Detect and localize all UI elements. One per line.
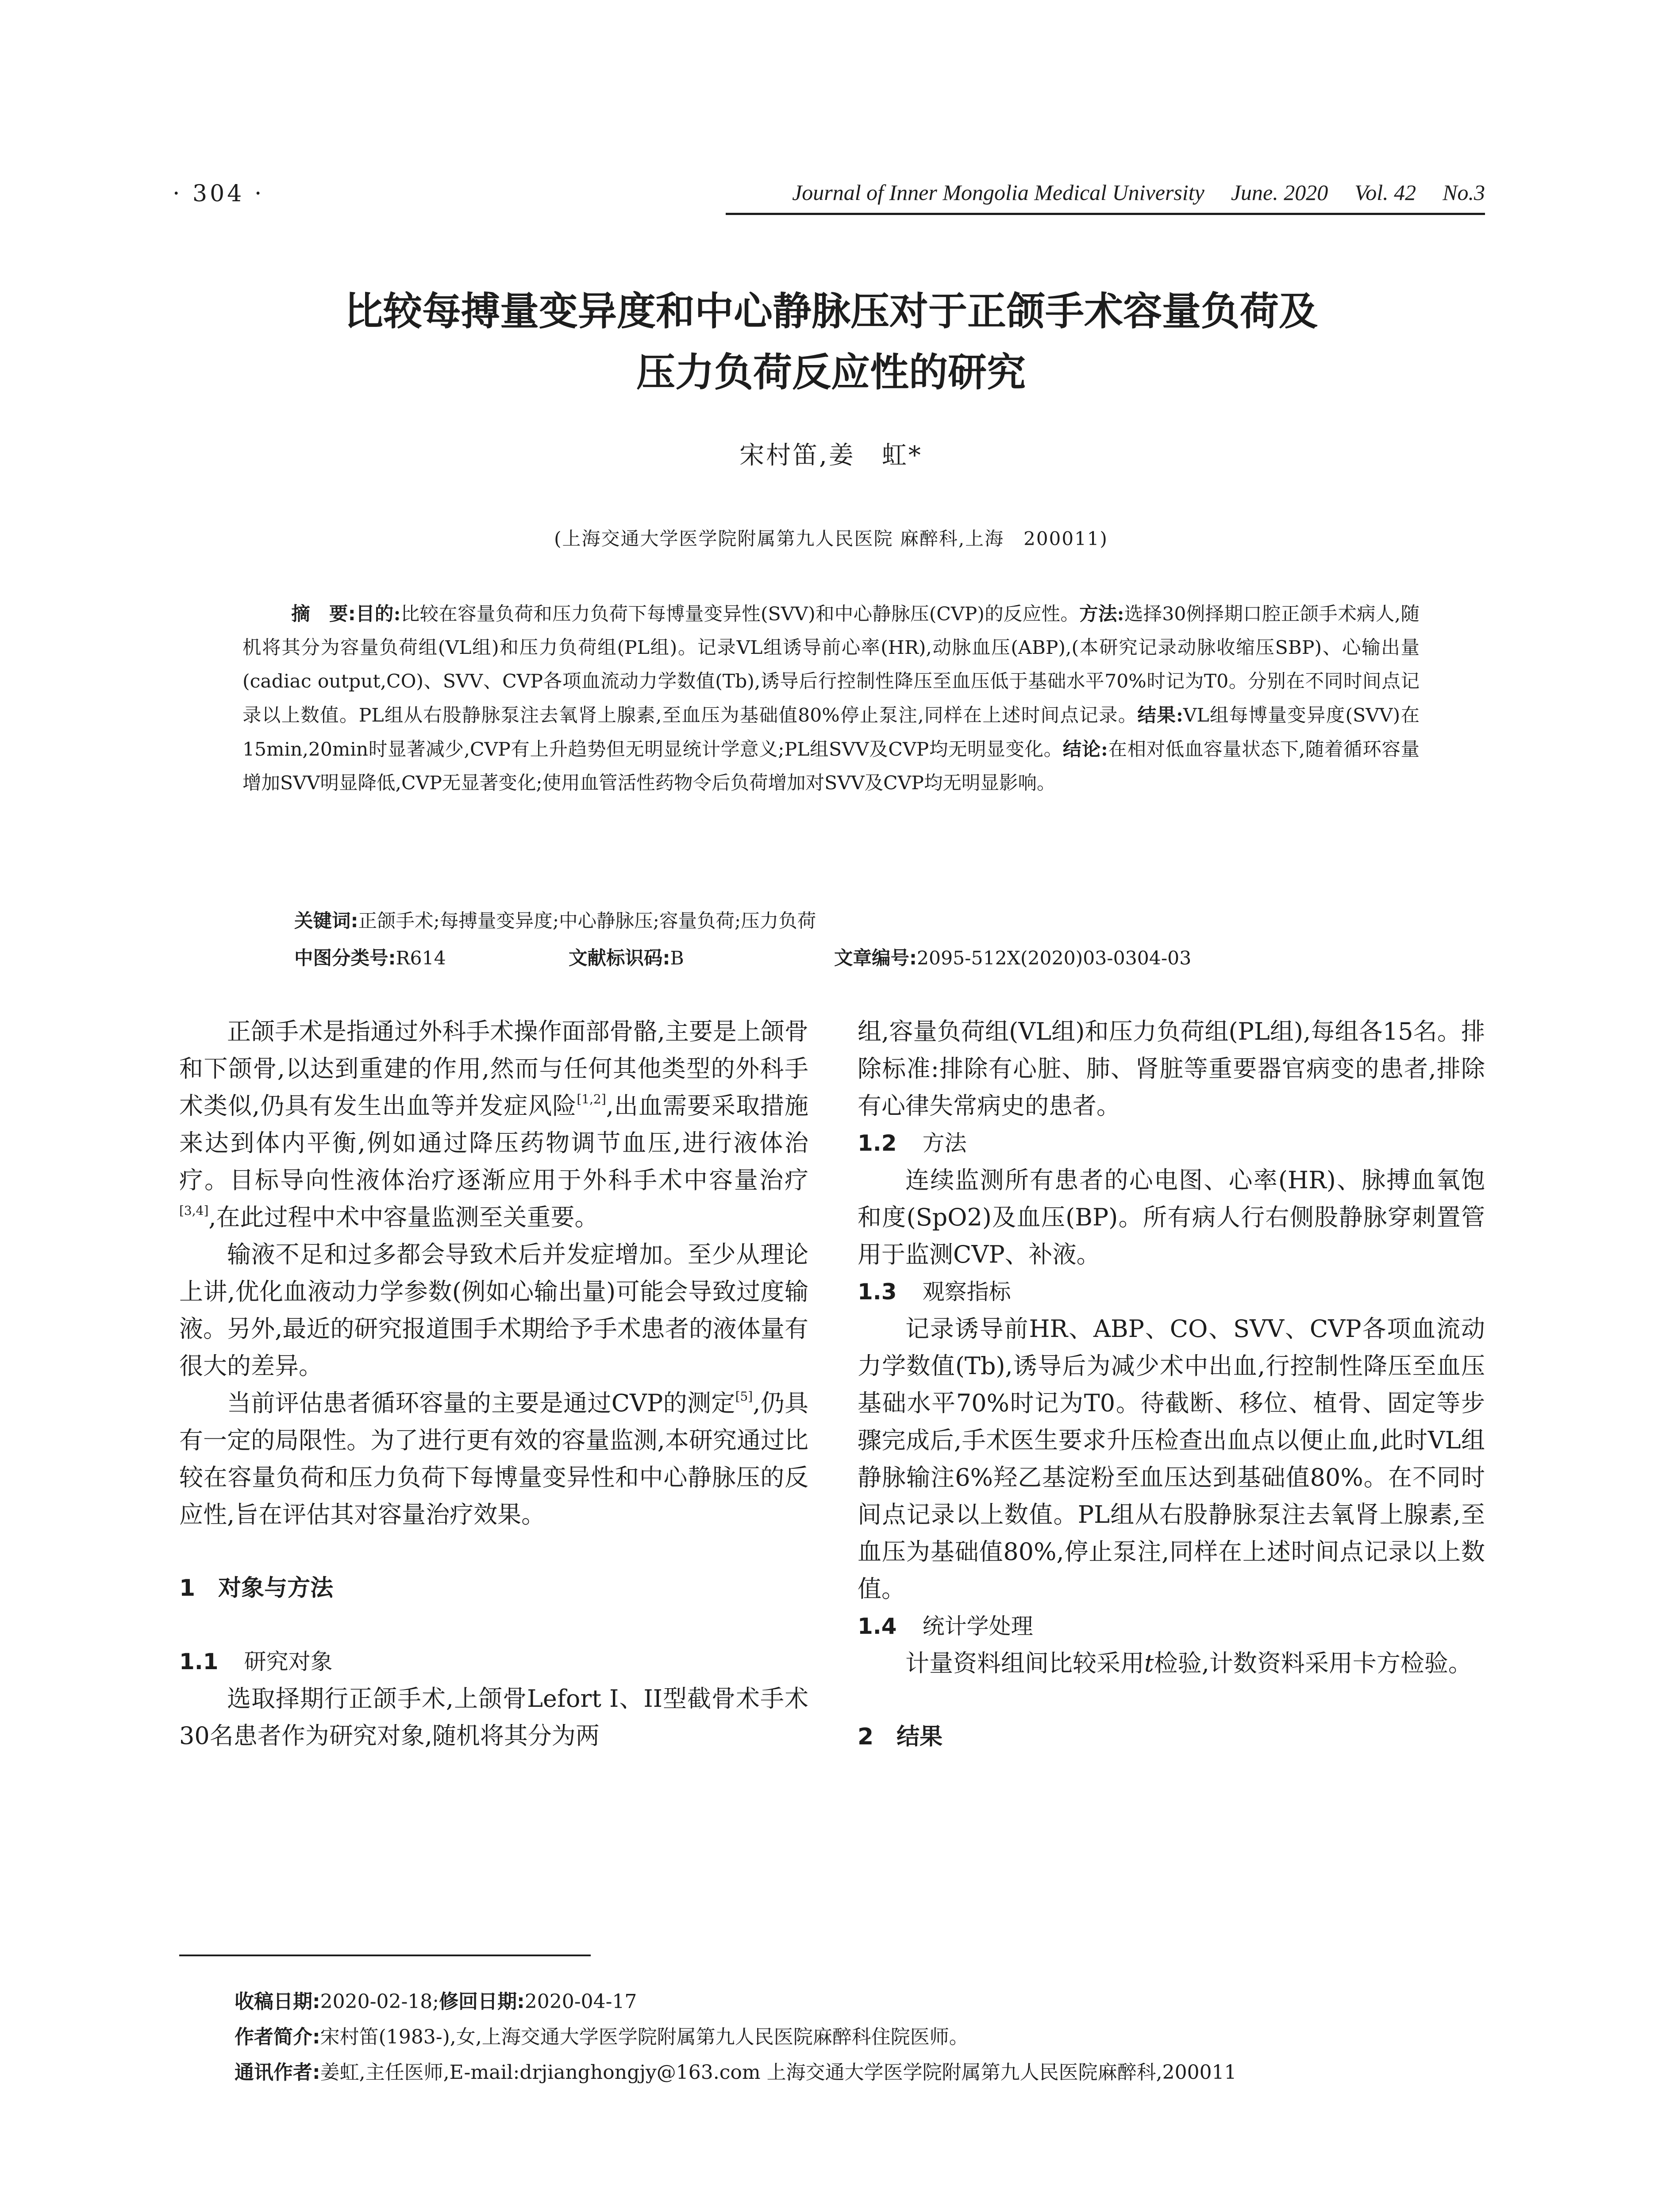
classification-row: [294, 943, 1191, 970]
purpose-label: 目的:: [355, 603, 401, 625]
revised-label: 修回日期:: [439, 1990, 525, 2013]
subsection-heading-1-3: 1.3 观察指标: [858, 1279, 1011, 1305]
authors: 宋村笛,姜 虹*: [739, 441, 923, 470]
section-heading-2: 2 结果: [858, 1724, 943, 1750]
author-bio-label: 作者简介:: [235, 2026, 320, 2048]
result-label: 结果:: [1137, 704, 1183, 726]
title-line-2: 压力负荷反应性的研究: [636, 349, 1026, 395]
subsection-heading-1-2: 1.2 方法: [858, 1130, 967, 1156]
subjects-paragraph: 选取择期行正颌手术,上颌骨Lefort I、II型截骨术手术30名患者作为研究对象,随机将其分为两: [179, 1685, 808, 1750]
author-bio-value: 宋村笛(1983-),女,上海交通大学医学院附属第九人民医院麻醉科住院医师。: [320, 2026, 969, 2048]
purpose-text: 比较在容量负荷和压力负荷下每博量变异性(SVV)和中心静脉压(CVP)的反应性。: [400, 603, 1080, 625]
citation: [5]: [735, 1389, 753, 1404]
right-column: [858, 1013, 1485, 1755]
keywords: [294, 906, 816, 933]
corresponding-label: 通讯作者:: [235, 2061, 320, 2084]
doc-code-value: B: [670, 948, 684, 969]
journal-header: [792, 180, 1485, 205]
keywords-value: 正颌手术;每搏量变异度;中心静脉压;容量负荷;压力负荷: [358, 910, 816, 932]
methods-paragraph: 连续监测所有患者的心电图、心率(HR)、脉搏血氧饱和度(SpO2)及血压(BP)。所有病人行右侧股静脉穿刺置管用于监测CVP、补液。: [858, 1166, 1485, 1268]
received-label: 收稿日期:: [235, 1990, 320, 2013]
indicators-paragraph: 记录诱导前HR、ABP、CO、SVV、CVP各项血流动力学数值(Tb),诱导后为减少术中出血,行控制性降压至血压基础水平70%时记为T0。待截断、移位、植骨、固定等步骤完成后,手术医生要求升压检查出血点以便止血,此时VL组静脉输注6%羟乙基淀粉至血压达到基础值80%。在不同时间点记录以上数值。PL组从右股静脉泵注去氧肾上腺素,至血压为基础值80%,停止泵注,同样在上述时间点记录以上数值。: [858, 1315, 1485, 1603]
conclusion-text: 在相对低血容量状态下,随着循环容量增加SVV明显降低,CVP无显著变化;使用血管活性药物令后负荷增加对SVV及CVP均无明显影响。: [242, 739, 1420, 794]
abstract: [242, 597, 1420, 800]
page-number: · 304 ·: [173, 180, 265, 207]
method-text: 选择30例择期口腔正颌手术病人,随机将其分为容量负荷组(VL组)和压力负荷组(PL组)。记录VL组诱导前心率(HR),动脉血压(ABP),(本研究记录动脉收缩压SBP)、心输出量(cadiac output,CO)、SVV、CVP各项血流动力学数值(Tb),诱导后行控制性降压至血压低于基础水平70%时记为T0。分别在不同时间点记录以上数值。PL组从右股静脉泵注去氧肾上腺素,至血压为基础值80%停止泵注,同样在上述时间点记录。: [242, 603, 1420, 726]
article-no-value: 2095-512X(2020)03-0304-03: [917, 948, 1192, 969]
citation: [1,2]: [577, 1092, 606, 1106]
intro-paragraph-1: 正颌手术是指通过外科手术操作面部骨骼,主要是上颌骨和下颌骨,以达到重建的作用,然而与任何其他类型的外科手术类似,仍具有发生出血等并发症风险[1,2],出血需要采取措施来达到体内平衡,例如通过降压药物调节血压,进行液体治疗。目标导向性液体治疗逐渐应用于外科手术中容量治疗[3,4],在此过程中术中容量监测至关重要。: [179, 1018, 808, 1231]
left-column: [179, 1013, 808, 1755]
abstract-label: 摘 要:: [291, 603, 356, 625]
subsection-heading-1-4: 1.4 统计学处理: [858, 1613, 1033, 1639]
intro-paragraph-3: 当前评估患者循环容量的主要是通过CVP的测定[5],仍具有一定的局限性。为了进行更有效的容量监测,本研究通过比较在容量负荷和压力负荷下每博量变异性和中心静脉压的反应性,旨在评估其对容量治疗效果。: [179, 1389, 808, 1528]
clc-label: 中图分类号:: [294, 948, 396, 969]
statistics-paragraph: 计量资料组间比较采用t检验,计数资料采用卡方检验。: [905, 1649, 1472, 1677]
footnote-corresponding: [235, 2056, 1237, 2085]
title-line-1: 比较每搏量变异度和中心静脉压对于正颌手术容量负荷及: [344, 288, 1318, 334]
intro-paragraph-2: 输液不足和过多都会导致术后并发症增加。至少从理论上讲,优化血液动力学参数(例如心输出量)可能会导致过度输液。另外,最近的研究报道围手术期给予手术患者的液体量有很大的差异。: [179, 1240, 808, 1380]
footnote-rule: [179, 1955, 591, 1956]
footnote-author-bio: [235, 2021, 969, 2049]
citation: [3,4]: [179, 1203, 209, 1218]
footnote-dates: [235, 1985, 637, 2014]
paper-title: [168, 281, 1494, 403]
method-label: 方法:: [1079, 603, 1124, 625]
received-value: 2020-02-18;: [320, 1990, 439, 2013]
volume: Vol. 42: [1354, 180, 1416, 205]
corresponding-value: 姜虹,主任医师,E-mail:drjianghongjy@163.com 上海交通大学医学院附属第九人民医院麻醉科,200011: [320, 2061, 1237, 2084]
keywords-label: 关键词:: [294, 910, 358, 932]
clc-value: R614: [396, 948, 446, 969]
result-text: VL组每博量变异度(SVV)在15min,20min时显著减少,CVP有上升趋势但无明显统计学意义;PL组SVV及CVP均无明显变化。: [242, 705, 1420, 760]
journal-name: Journal of Inner Mongolia Medical University: [792, 180, 1204, 205]
subsection-heading-1-1: 1.1 研究对象: [179, 1649, 333, 1674]
issue-number: No.3: [1443, 180, 1485, 205]
affiliation: (上海交通大学医学院附属第九人民医院 麻醉科,上海 200011): [554, 528, 1108, 549]
section-heading-1: 1 对象与方法: [179, 1575, 334, 1601]
doc-code-label: 文献标识码:: [569, 948, 670, 969]
revised-value: 2020-04-17: [524, 1990, 637, 2013]
subjects-paragraph-cont: 组,容量负荷组(VL组)和压力负荷组(PL组),每组各15名。排除标准:排除有心脏、肺、肾脏等重要器官病变的患者,排除有心律失常病史的患者。: [858, 1018, 1485, 1120]
article-no-label: 文章编号:: [834, 948, 917, 969]
conclusion-label: 结论:: [1062, 738, 1108, 760]
header-rule: [726, 213, 1485, 215]
issue-date: June. 2020: [1231, 180, 1328, 205]
